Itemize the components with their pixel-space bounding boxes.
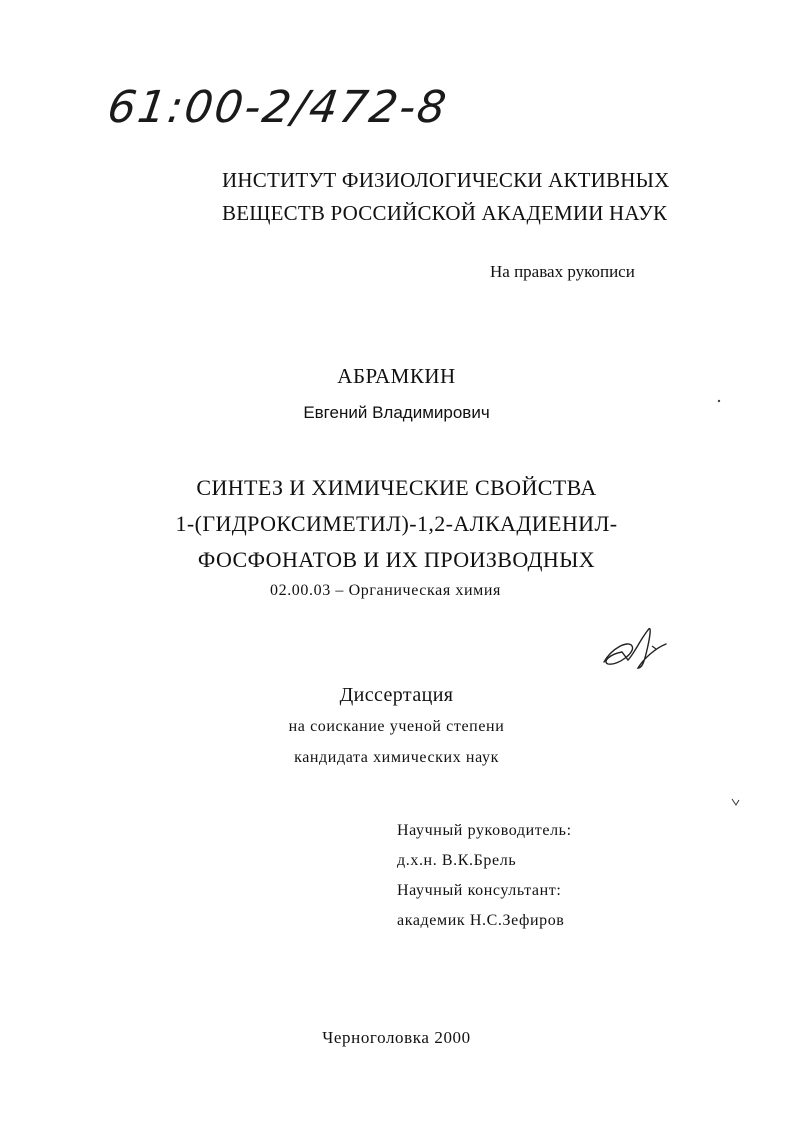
specialty-code: 02.00.03 – Органическая химия [270, 582, 501, 599]
thesis-title-line-3: ФОСФОНАТОВ И ИХ ПРОИЗВОДНЫХ [197, 547, 596, 572]
handwritten-signature-icon [598, 618, 672, 670]
institute-line-2: ВЕЩЕСТВ РОССИЙСКОЙ АКАДЕМИИ НАУК [222, 201, 668, 225]
manuscript-rights-note: На правах рукописи [490, 262, 635, 281]
thesis-title-line-2: 1-(ГИДРОКСИМЕТИЛ)-1,2-АЛКАДИЕНИЛ- [175, 511, 618, 536]
degree-line-1: на соискание ученой степени [288, 718, 505, 735]
thesis-type: Диссертация [339, 684, 454, 706]
supervisor-label: Научный руководитель: [397, 822, 572, 839]
degree-line-2: кандидата химических наук [294, 749, 499, 766]
place-and-year: Черноголовка 2000 [322, 1028, 471, 1047]
consultant-label: Научный консультант: [397, 882, 562, 899]
thesis-title [0, 470, 793, 578]
supervisor-name: д.х.н. В.К.Брель [397, 852, 517, 869]
author-surname: АБРАМКИН [337, 364, 456, 388]
academic-credits [397, 816, 572, 936]
institute-line-1: ИНСТИТУТ ФИЗИОЛОГИЧЕСКИ АКТИВНЫХ [222, 168, 670, 192]
institute-name [222, 164, 670, 230]
scan-dot-icon [716, 398, 722, 404]
thesis-title-line-1: СИНТЕЗ И ХИМИЧЕСКИЕ СВОЙСТВА [196, 475, 597, 500]
scan-mark-icon [730, 796, 742, 808]
author-given-names: Евгений Владимирович [303, 403, 490, 422]
consultant-name: академик Н.С.Зефиров [397, 912, 565, 929]
handwritten-archive-code: 61:00-2/472-8 [104, 82, 451, 133]
